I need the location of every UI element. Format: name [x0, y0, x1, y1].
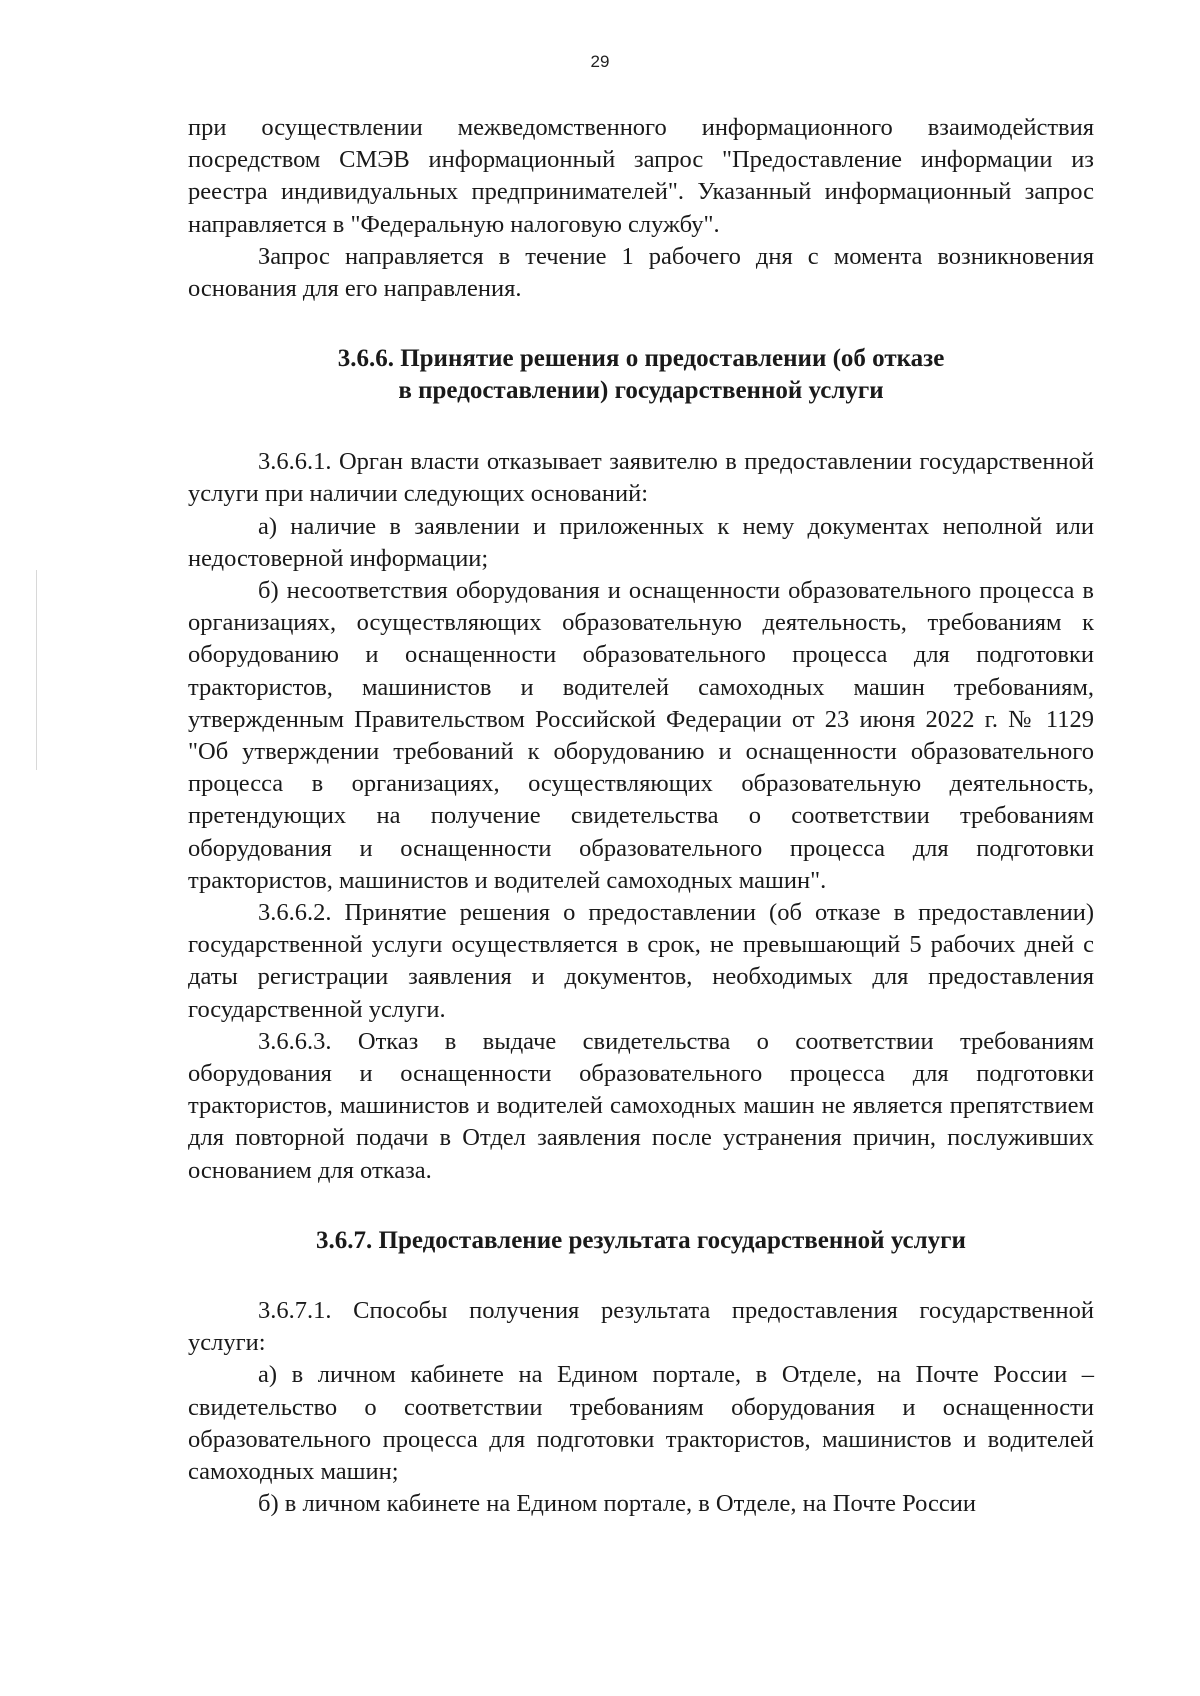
document-body	[188, 112, 1094, 1520]
paragraph-3663: 3.6.6.3. Отказ в выдаче свидетельства о соответствии требованиям оборудования и оснащенности образовательного процесса для подготовки трактористов, машинистов и водителей самоходных машин не является препятствием для повторной подачи в Отдел заявления после устранения причин, послуживших основанием для отказа.	[188, 1027, 1094, 1184]
paragraph-3661-b: б) несоответствия оборудования и оснащенности образовательного процесса в организациях, осуществляющих образовательную деятельность, требованиям к оборудованию и оснащенности образовательного процесса для подготовки трактористов, машинистов и водителей самоходных машин требованиям, утвержденным Правительством Российской Федерации от 23 июня 2022 г. № 1129 "Об утверждении требований к оборудованию и оснащенности образовательного процесса в организациях, осуществляющих образовательную деятельность, претендующих на получение свидетельства о соответствии требованиям оборудования и оснащенности образовательного процесса для подготовки трактористов, машинистов и водителей самоходных машин".	[188, 577, 1094, 894]
paragraph-3671: 3.6.7.1. Способы получения результата предоставления государственной услуги:	[188, 1296, 1094, 1357]
paragraph-3662: 3.6.6.2. Принятие решения о предоставлении (об отказе в предоставлении) государственной услуги осуществляется в срок, не превышающий 5 рабочих дней с даты регистрации заявления и документов, необходимых для предоставления государственной услуги.	[188, 899, 1094, 1023]
intro-paragraph-1: при осуществлении межведомственного информационного взаимодействия посредством СМЭВ информационный запрос "Предоставление информации из реестра индивидуальных предпринимателей". Указанный информационный запрос направляется в "Федеральную налоговую службу".	[188, 114, 1094, 238]
intro-paragraph-2: Запрос направляется в течение 1 рабочего дня с момента возникновения основания для его направления.	[188, 242, 1094, 303]
section-366-heading-line2: в предоставлении) государственной услуги	[398, 377, 884, 405]
section-366-heading	[188, 343, 1094, 407]
paragraph-3661-a: а) наличие в заявлении и приложенных к нему документах неполной или недостоверной информации;	[188, 512, 1094, 572]
section-366-heading-line1: 3.6.6. Принятие решения о предоставлении (об отказе	[337, 345, 945, 373]
scan-artifact-line	[36, 570, 37, 770]
paragraph-3671-a: а) в личном кабинете на Едином портале, в Отделе, на Почте России – свидетельство о соответствии требованиям оборудования и оснащенности образовательного процесса для подготовки трактористов, машинистов и водителей самоходных машин;	[188, 1361, 1094, 1485]
paragraph-3671-b: б) в личном кабинете на Едином портале, в Отделе, на Почте России	[258, 1490, 976, 1518]
page-number: 29	[590, 52, 610, 71]
paragraph-3661: 3.6.6.1. Орган власти отказывает заявителю в предоставлении государственной услуги при наличии следующих оснований:	[188, 448, 1094, 508]
section-367-heading: 3.6.7. Предоставление результата государственной услуги	[316, 1226, 966, 1254]
